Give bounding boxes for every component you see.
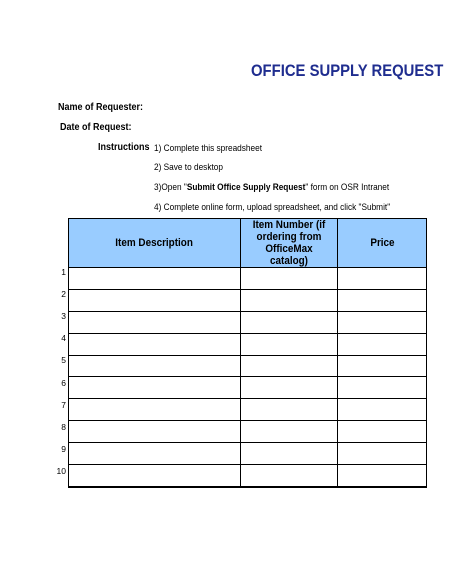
requester-name-label: Name of Requester:	[58, 102, 144, 113]
item-number-cell[interactable]	[241, 333, 338, 355]
price-cell[interactable]	[338, 333, 427, 355]
row-number: 1	[61, 267, 66, 277]
row-number: 4	[61, 333, 66, 344]
item-description-cell[interactable]	[69, 311, 241, 333]
row-number: 5	[61, 355, 66, 366]
item-description-cell[interactable]	[69, 289, 241, 311]
row-number: 8	[61, 421, 66, 432]
table-row	[69, 377, 427, 399]
price-cell[interactable]	[338, 377, 427, 399]
table-row	[69, 355, 427, 377]
table-row	[69, 465, 427, 487]
instructions-label: Instructions	[98, 142, 150, 153]
header-item-number: Item Number (if ordering from OfficeMax catalog)	[241, 219, 338, 268]
instruction-step-2: 2) Save to desktop	[154, 162, 223, 172]
price-cell[interactable]	[338, 355, 427, 377]
price-cell[interactable]	[338, 311, 427, 333]
item-number-cell[interactable]	[241, 421, 338, 443]
item-number-cell[interactable]	[241, 268, 338, 290]
table-row	[69, 421, 427, 443]
item-description-cell[interactable]	[69, 399, 241, 421]
instruction-step-3-suffix: " form on OSR Intranet	[305, 182, 390, 192]
item-description-cell[interactable]	[69, 268, 241, 290]
price-cell[interactable]	[338, 399, 427, 421]
item-number-cell[interactable]	[241, 289, 338, 311]
price-cell[interactable]	[338, 465, 427, 487]
item-number-cell[interactable]	[241, 377, 338, 399]
row-number: 3	[61, 311, 66, 322]
instruction-step-3	[154, 182, 389, 192]
item-description-cell[interactable]	[69, 421, 241, 443]
item-number-cell[interactable]	[241, 443, 338, 465]
instruction-step-1: 1) Complete this spreadsheet	[154, 143, 263, 153]
instruction-step-4: 4) Complete online form, upload spreadsheet, and click "Submit"	[154, 202, 391, 212]
row-number: 10	[56, 465, 66, 476]
header-price: Price	[338, 219, 427, 268]
supply-request-table	[68, 218, 427, 488]
row-number: 9	[61, 443, 66, 454]
table-row	[69, 443, 427, 465]
item-description-cell[interactable]	[69, 333, 241, 355]
page-title: OFFICE SUPPLY REQUEST	[251, 62, 444, 80]
price-cell[interactable]	[338, 421, 427, 443]
instruction-step-3-prefix: 3)Open "	[154, 182, 187, 192]
item-description-cell[interactable]	[69, 465, 241, 487]
price-cell[interactable]	[338, 268, 427, 290]
table-header-row	[69, 219, 427, 268]
item-number-cell[interactable]	[241, 311, 338, 333]
table-row	[69, 289, 427, 311]
item-number-cell[interactable]	[241, 355, 338, 377]
item-number-cell[interactable]	[241, 465, 338, 487]
item-number-cell[interactable]	[241, 399, 338, 421]
header-item-description: Item Description	[69, 219, 241, 268]
price-cell[interactable]	[338, 443, 427, 465]
instruction-step-3-form-name: Submit Office Supply Request	[186, 182, 306, 192]
table-row	[69, 268, 427, 290]
row-number: 6	[61, 377, 66, 388]
table-row	[69, 333, 427, 355]
table-row	[69, 311, 427, 333]
item-description-cell[interactable]	[69, 377, 241, 399]
price-cell[interactable]	[338, 289, 427, 311]
item-description-cell[interactable]	[69, 443, 241, 465]
request-date-label: Date of Request:	[60, 122, 132, 133]
row-number: 2	[61, 289, 66, 300]
table-row	[69, 399, 427, 421]
row-number: 7	[61, 399, 66, 410]
item-description-cell[interactable]	[69, 355, 241, 377]
